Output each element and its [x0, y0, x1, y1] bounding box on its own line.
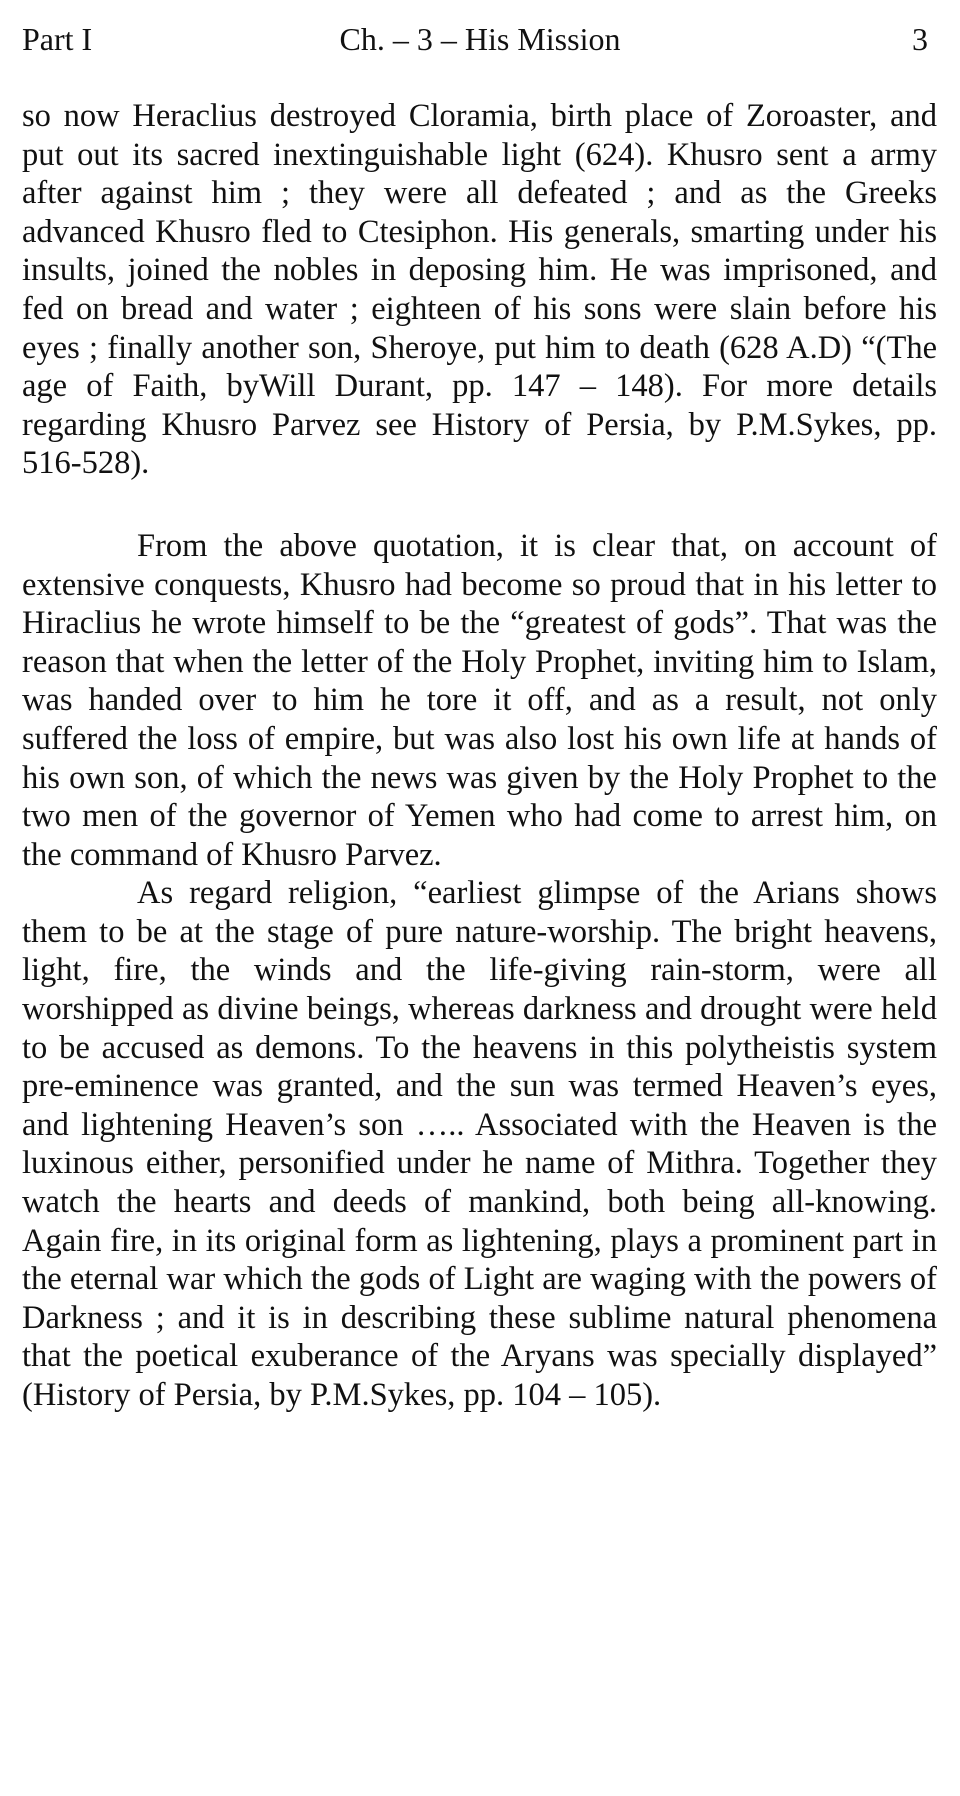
paragraph-arian-religion: As regard religion, “earliest glimpse of the Arians shows them to be at the stage of pure nature-worship. The bright heavens, light, fire, the winds and the life-giving rain-storm, were all worshipped as divine beings, whereas darkness and drought were held to be accused as demons. To the heavens in this polytheistis system pre-eminence was granted, and the sun was termed Heaven’s eyes, and lightening Heaven’s son ….. Associated with the Heaven is the luxinous either, personified under he name of Mithra. Together they watch the hearts and deeds of mankind, both being all-knowing. Again fire, in its original form as lightening, plays a prominent part in the eternal war which the gods of Light are waging with the powers of Darkness ; and it is in describing these sublime natural phenomena that the poetical exuberance of the Aryans was specially displayed” (History of Persia, by P.M.Sykes, pp. 104 – 105). — [22, 875, 937, 1413]
page-number: 3 — [912, 21, 928, 57]
paragraph-gap — [22, 483, 937, 527]
chapter-title: Ch. – 3 – His Mission — [339, 21, 621, 57]
paragraph-khusro-pride: From the above quotation, it is clear that, on account of extensive conquests, Khusro had become so proud that in his letter to Hiraclius he wrote himself to be the “greatest of gods”. That was the reason that when the letter of the Holy Prophet, inviting him to Islam, was handed over to him he tore it off, and as a result, not only suffered the loss of empire, but was also lost his own life at hands of his own son, of which the news was given by the Holy Prophet to the two men of the governor of Yemen who had come to arrest him, on the command of Khusro Parvez. — [22, 527, 937, 873]
paragraph-continuation: so now Heraclius destroyed Cloramia, birth place of Zoroaster, and put out its sacred inextinguishable light (624). Khusro sent a army after against him ; they were all defeated ; and as the Greeks advanced Khusro fled to Ctesiphon. His generals, smarting under his insults, joined the nobles in deposing him. He was imprisoned, and fed on bread and water ; eighteen of his sons were slain before his eyes ; finally another son, Sheroye, put him to death (628 A.D) “(The age of Faith, byWill Durant, pp. 147 – 148). For more details regarding Khusro Parvez see History of Persia, by P.M.Sykes, pp. 516-528). — [22, 98, 937, 482]
page-header — [22, 14, 938, 64]
part-label: Part I — [22, 21, 93, 57]
page-body — [22, 97, 937, 1415]
